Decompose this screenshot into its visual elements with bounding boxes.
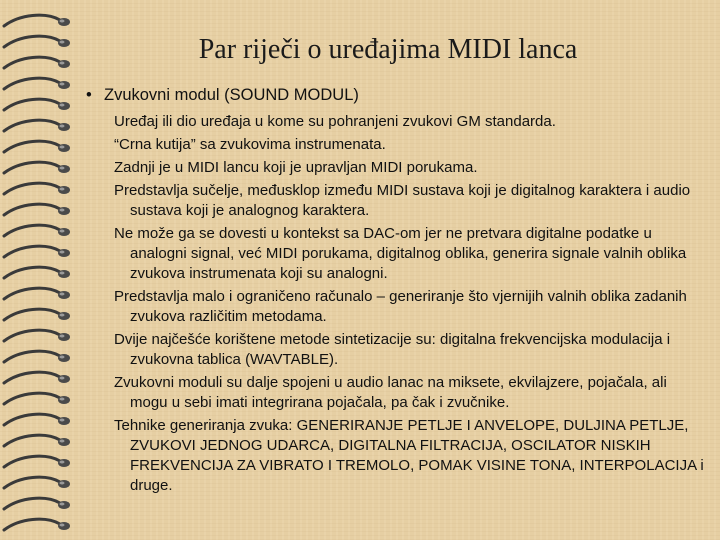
spiral-ring bbox=[4, 456, 70, 467]
spiral-ring bbox=[4, 141, 70, 152]
paragraph: “Crna kutija” sa zvukovima instrumenata. bbox=[114, 136, 386, 153]
spiral-ring bbox=[4, 330, 70, 341]
spiral-ring bbox=[4, 225, 70, 236]
bullet-dot: • bbox=[86, 86, 92, 104]
paragraph: Predstavlja malo i ograničeno računalo – generiranje što vjernijih valnih oblika zadanih zvukova različitim metodama. bbox=[114, 288, 687, 325]
paragraph: Dvije najčešće korištene metode sintetizacije su: digitalna frekvencijska modulacija i zvukovna tablica (WAVTABLE). bbox=[114, 331, 671, 368]
paragraph: Zvukovni moduli su dalje spojeni u audio lanac na miksete, ekvilajzere, pojačala, ali mogu u sebi imati integrirana pojačala, pa čak i zvučnike. bbox=[114, 374, 667, 411]
spiral-ring bbox=[4, 267, 70, 278]
spiral-ring bbox=[4, 204, 70, 215]
spiral-ring bbox=[4, 351, 70, 362]
paragraph: Predstavlja sučelje, međusklop između MIDI sustava koji je digitalnog karaktera i audio sustava koji je analognog karaktera. bbox=[114, 182, 691, 219]
spiral-ring bbox=[4, 414, 70, 425]
spiral-ring bbox=[4, 246, 70, 257]
spiral-ring bbox=[4, 393, 70, 404]
spiral-ring bbox=[4, 477, 70, 488]
spiral-ring bbox=[4, 57, 70, 68]
content-body bbox=[114, 112, 704, 499]
spiral-ring bbox=[4, 15, 70, 26]
spiral-ring bbox=[4, 99, 70, 110]
slide-title: Par riječi o uređajima MIDI lanca bbox=[198, 34, 578, 65]
heading-text: Zvukovni modul (SOUND MODUL) bbox=[104, 86, 359, 104]
spiral-ring bbox=[4, 162, 70, 173]
paragraph: Uređaj ili dio uređaja u kome su pohranjeni zvukovi GM standarda. bbox=[114, 113, 556, 130]
paragraph: Tehnike generiranja zvuka: GENERIRANJE PETLJE I ANVELOPE, DULJINA PETLJE, ZVUKOVI JEDNOG UDARCA, DIGITALNA FILTRACIJA, OSCILATOR NISKIH FREKVENCIJA ZA VIBRATO I TREMOLO, POMAK VISINE TONA, INTERPOLACIJA i druge. bbox=[114, 417, 704, 494]
spiral-ring bbox=[4, 519, 70, 530]
spiral-ring bbox=[4, 498, 70, 509]
paragraph: Zadnji je u MIDI lancu koji je upravljan MIDI porukama. bbox=[114, 159, 478, 176]
spiral-ring bbox=[4, 36, 70, 47]
spiral-ring bbox=[4, 435, 70, 446]
spiral-binding-icon bbox=[0, 0, 78, 540]
bullet-heading bbox=[86, 86, 706, 105]
spiral-ring bbox=[4, 183, 70, 194]
spiral-ring bbox=[4, 372, 70, 383]
spiral-ring bbox=[4, 78, 70, 89]
spiral-ring bbox=[4, 120, 70, 131]
paragraph: Ne može ga se dovesti u kontekst sa DAC-om jer ne pretvara digitalne podatke u analogni signal, već MIDI porukama, digitalnog oblika, generira signale valnih oblika zvukova instrumenata koji su analogni. bbox=[114, 225, 687, 282]
spiral-ring bbox=[4, 309, 70, 320]
spiral-ring bbox=[4, 288, 70, 299]
